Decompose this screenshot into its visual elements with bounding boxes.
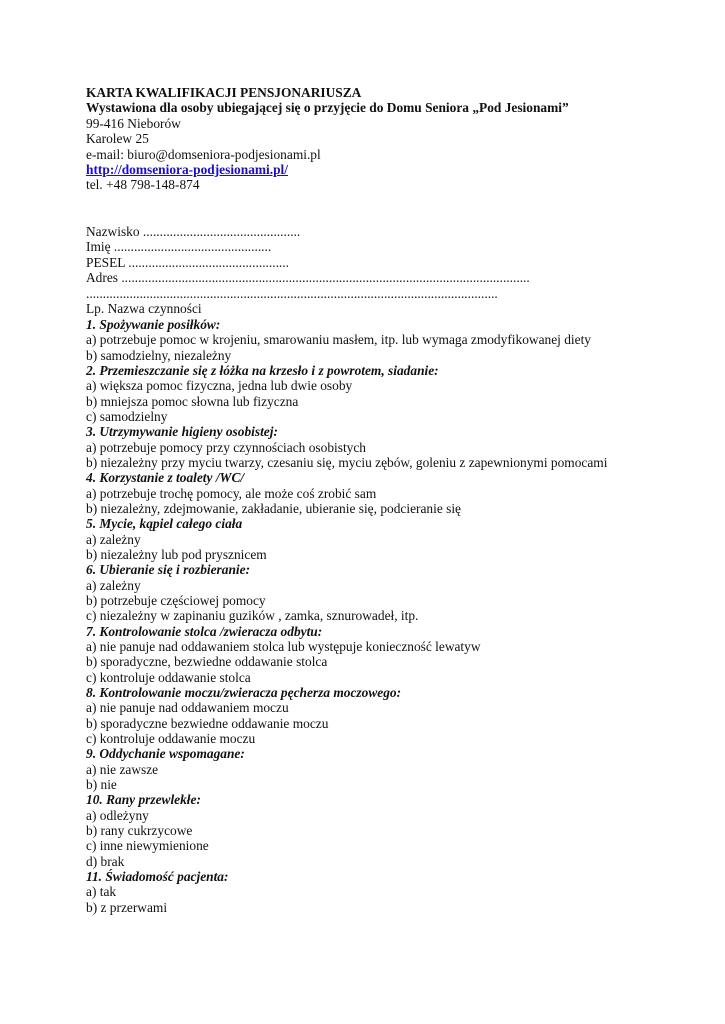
section-option: b) niezależny przy myciu twarzy, czesaniu się, myciu zębów, goleniu z zapewnionymi pomocami	[86, 454, 608, 470]
email-line: e-mail: biuro@domseniora-podjesionami.pl	[86, 147, 321, 162]
section-option: a) nie panuje nad oddawaniem stolca lub występuje konieczność lewatyw	[86, 638, 481, 654]
pesel-field: PESEL ................................................	[86, 255, 289, 270]
section-option: a) potrzebuje trochę pomocy, ale może coś zrobić sam	[86, 485, 377, 501]
section-heading: 10. Rany przewlekłe:	[86, 792, 201, 808]
section-option: c) inne niewymienione	[86, 838, 209, 854]
section-option: d) brak	[86, 853, 125, 869]
section-option: a) nie zawsze	[86, 761, 159, 777]
section-heading: 6. Ubieranie się i rozbieranie:	[86, 562, 251, 578]
surname-field: Nazwisko ...............................................	[86, 224, 301, 239]
section-option: c) samodzielny	[86, 408, 168, 424]
section-heading: 11. Świadomość pacjenta:	[86, 868, 229, 884]
phone-line: tel. +48 798-148-874	[86, 177, 200, 192]
document-subtitle: Wystawiona dla osoby ubiegającej się o przyjęcie do Domu Seniora „Pod Jesionami”	[86, 100, 569, 115]
section-option: c) niezależny w zapinaniu guzików , zamka, sznurowadeł, itp.	[86, 608, 419, 624]
section-heading: 3. Utrzymywanie higieny osobistej:	[86, 424, 278, 440]
section-option: b) potrzebuje częściowej pomocy	[86, 592, 266, 608]
section-option: b) sporadyczne bezwiedne oddawanie moczu	[86, 715, 329, 731]
section-heading: 4. Korzystanie z toalety /WC/	[86, 470, 245, 486]
address-line-2: Karolew 25	[86, 131, 149, 146]
section-option: a) tak	[86, 884, 117, 900]
address-field-continuation: ...........................................................................................................................	[86, 286, 498, 301]
section-option: a) większa pomoc fizyczna, jedna lub dwie osoby	[86, 378, 353, 394]
section-option: b) nie	[86, 776, 117, 792]
column-header: Lp. Nazwa czynności	[86, 301, 202, 316]
section-heading: 7. Kontrolowanie stolca /zwieracza odbytu:	[86, 623, 323, 639]
section-heading: 5. Mycie, kąpiel całego ciała	[86, 516, 243, 532]
section-heading: 8. Kontrolowanie moczu/zwieracza pęcherza moczowego:	[86, 684, 402, 700]
section-heading: 2. Przemieszczanie się z łóżka na krzesło i z powrotem, siadanie:	[86, 362, 439, 378]
section-option: a) potrzebuje pomocy przy czynnościach osobistych	[86, 439, 366, 455]
section-heading: 1. Spożywanie posiłków:	[86, 317, 221, 332]
section-option: b) rany cukrzycowe	[86, 822, 193, 838]
section-option: b) z przerwami	[86, 899, 168, 915]
address-line-1: 99-416 Nieborów	[86, 116, 181, 131]
website-link[interactable]: http://domseniora-podjesionami.pl/	[86, 162, 288, 177]
section-option: b) niezależny lub pod prysznicem	[86, 546, 267, 562]
section-heading: 9. Oddychanie wspomagane:	[86, 746, 245, 762]
section-option: a) odleżyny	[86, 807, 149, 823]
first-name-field: Imię ...............................................	[86, 239, 272, 254]
section-option: b) sporadyczne, bezwiedne oddawanie stolca	[86, 654, 328, 670]
section-option: b) mniejsza pomoc słowna lub fizyczna	[86, 393, 299, 409]
section-option: b) samodzielny, niezależny	[86, 347, 232, 363]
document-title: KARTA KWALIFIKACJI PENSJONARIUSZA	[86, 85, 362, 100]
section-option: a) zależny	[86, 577, 141, 593]
address-field: Adres ..........................................................................................................................	[86, 270, 530, 285]
section-option: a) nie panuje nad oddawaniem moczu	[86, 700, 289, 716]
section-option: c) kontroluje oddawanie moczu	[86, 730, 256, 746]
section-option: a) potrzebuje pomoc w krojeniu, smarowaniu masłem, itp. lub wymaga zmodyfikowanej diety	[86, 332, 591, 348]
section-option: a) zależny	[86, 531, 141, 547]
section-option: c) kontroluje oddawanie stolca	[86, 669, 251, 685]
section-option: b) niezależny, zdejmowanie, zakładanie, ubieranie się, podcieranie się	[86, 500, 462, 516]
